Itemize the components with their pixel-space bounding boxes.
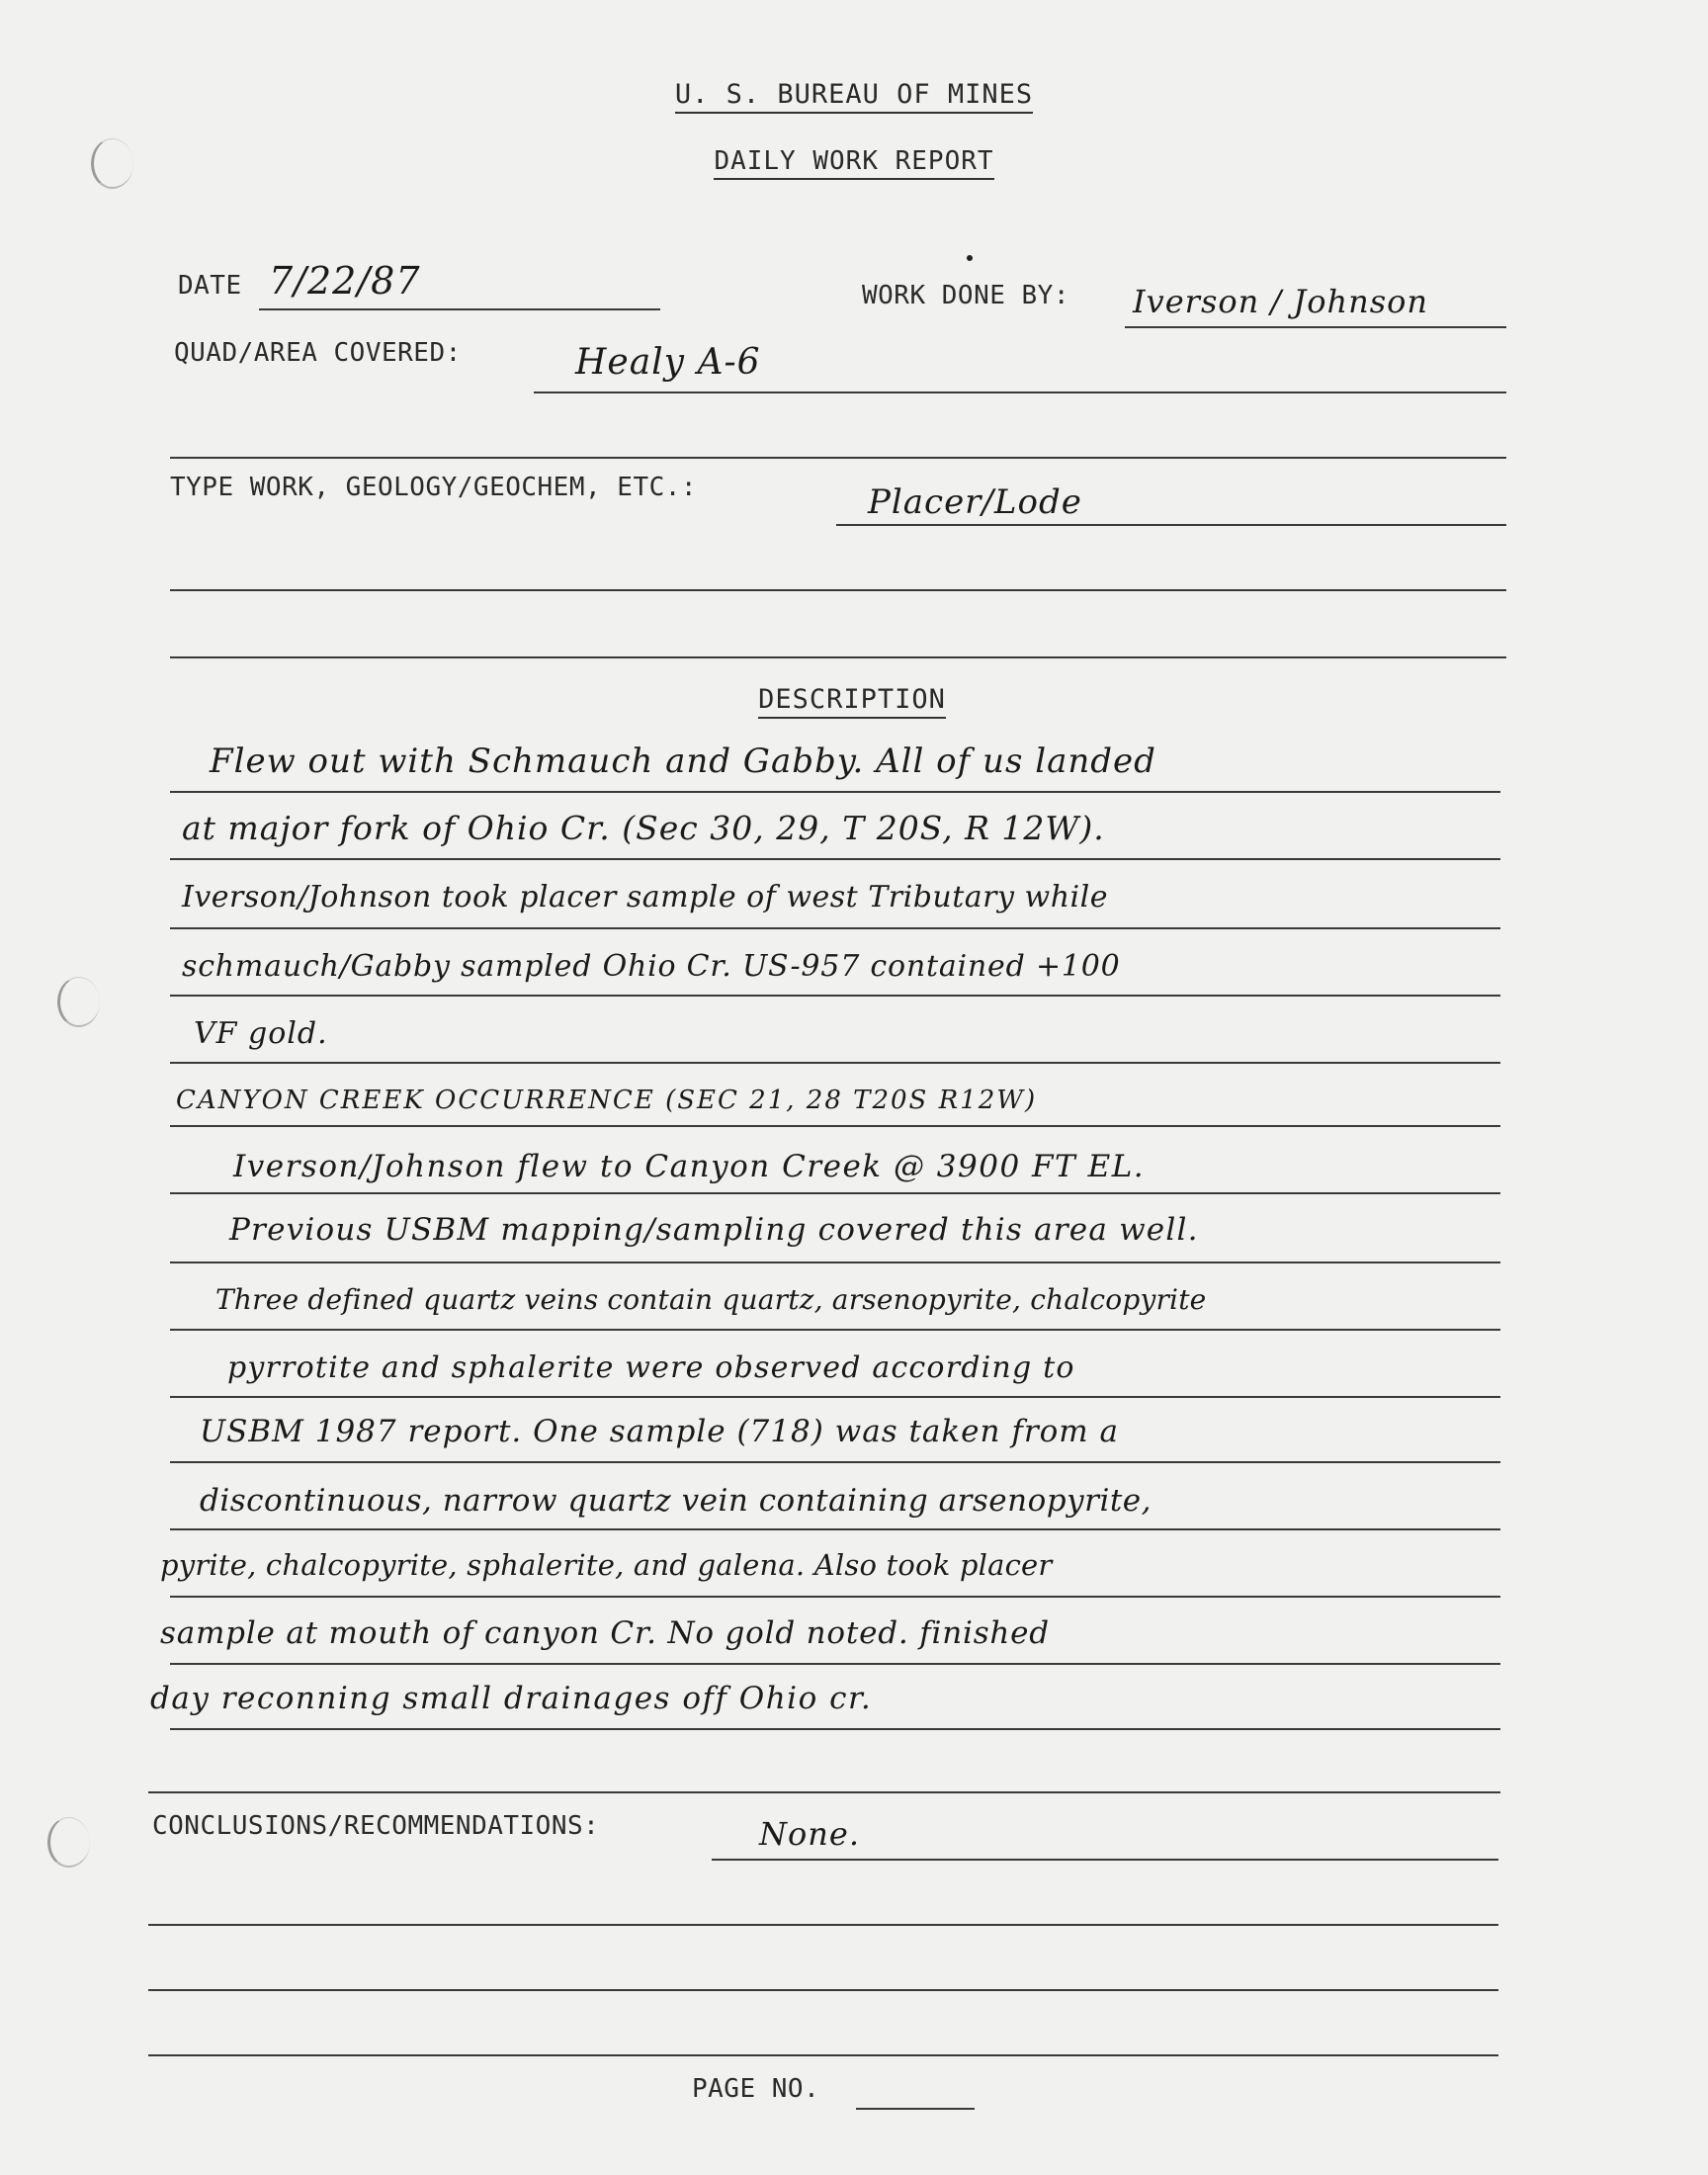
- description-line: at major fork of Ohio Cr. (Sec 30, 29, T 20S, R 12W).: [182, 809, 1105, 847]
- description-rule: [170, 858, 1500, 860]
- conclusions-label: CONCLUSIONS/RECOMMENDATIONS:: [152, 1811, 600, 1841]
- description-rule: [170, 1262, 1500, 1263]
- description-rule: [170, 1125, 1500, 1127]
- description-rule: [170, 1329, 1500, 1331]
- type-work-blank-line-1: [170, 589, 1506, 591]
- description-rule: [170, 1396, 1500, 1398]
- quad-area-blank-line: [170, 457, 1506, 459]
- punch-hole-bottom: [47, 1817, 90, 1868]
- type-work-blank-line-2: [170, 656, 1506, 658]
- description-rule: [170, 995, 1500, 997]
- description-rule: [170, 1596, 1500, 1598]
- description-line: Previous USBM mapping/sampling covered this area well.: [229, 1212, 1199, 1248]
- page-number-line: [856, 2108, 975, 2110]
- description-rule: [170, 791, 1500, 793]
- description-rule: [170, 1528, 1500, 1530]
- date-value: 7/22/87: [269, 259, 421, 303]
- conclusions-blank-line-2: [148, 1989, 1498, 1991]
- description-line: USBM 1987 report. One sample (718) was taken from a: [200, 1414, 1120, 1449]
- quad-area-line: [534, 392, 1506, 393]
- type-work-label: TYPE WORK, GEOLOGY/GEOCHEM, ETC.:: [170, 473, 698, 502]
- work-done-by-label: WORK DONE BY:: [862, 281, 1069, 310]
- description-line: sample at mouth of canyon Cr. No gold noted. finished: [160, 1615, 1050, 1651]
- description-blank-rule: [148, 1791, 1500, 1793]
- date-label: DATE: [178, 271, 242, 301]
- agency-title: U. S. BUREAU OF MINES: [0, 79, 1708, 110]
- type-work-value: Placer/Lode: [868, 482, 1082, 522]
- conclusions-blank-line-3: [148, 2054, 1498, 2056]
- description-rule: [170, 1728, 1500, 1730]
- description-heading: DESCRIPTION: [0, 684, 1706, 715]
- form-title: DAILY WORK REPORT: [0, 146, 1708, 176]
- date-line: [259, 308, 660, 310]
- description-rule: [170, 927, 1500, 929]
- description-line: pyrrotite and sphalerite were observed according to: [227, 1350, 1075, 1385]
- quad-area-value: Healy A-6: [575, 342, 761, 383]
- work-done-by-line: [1125, 326, 1506, 328]
- description-line: Iverson/Johnson took placer sample of west Tributary while: [182, 880, 1108, 914]
- description-rule: [170, 1461, 1500, 1463]
- description-line: Iverson/Johnson flew to Canyon Creek @ 3900 FT EL.: [233, 1149, 1146, 1184]
- description-rule: [170, 1192, 1500, 1194]
- description-rule: [170, 1663, 1500, 1665]
- punch-hole-middle: [57, 977, 100, 1027]
- stray-mark: [967, 255, 973, 261]
- description-line: Three defined quartz veins contain quartz, arsenopyrite, chalcopyrite: [215, 1283, 1207, 1316]
- description-line: pyrite, chalcopyrite, sphalerite, and galena. Also took placer: [160, 1548, 1053, 1582]
- description-line: schmauch/Gabby sampled Ohio Cr. US-957 contained +100: [182, 949, 1121, 984]
- conclusions-line: [712, 1859, 1498, 1861]
- quad-area-label: QUAD/AREA COVERED:: [174, 338, 462, 368]
- type-work-line: [836, 524, 1506, 526]
- description-line: day reconning small drainages off Ohio cr.: [150, 1681, 873, 1716]
- conclusions-blank-line-1: [148, 1924, 1498, 1926]
- description-line: discontinuous, narrow quartz vein containing arsenopyrite,: [200, 1483, 1153, 1519]
- description-line: Flew out with Schmauch and Gabby. All of us landed: [210, 741, 1156, 781]
- conclusions-value: None.: [759, 1815, 860, 1853]
- description-line: CANYON CREEK OCCURRENCE (SEC 21, 28 T20S R12W): [176, 1086, 1038, 1115]
- page-number-label: PAGE NO.: [692, 2074, 820, 2104]
- work-done-by-value: Iverson / Johnson: [1133, 283, 1428, 320]
- description-rule: [170, 1062, 1500, 1064]
- description-line: VF gold.: [194, 1016, 328, 1051]
